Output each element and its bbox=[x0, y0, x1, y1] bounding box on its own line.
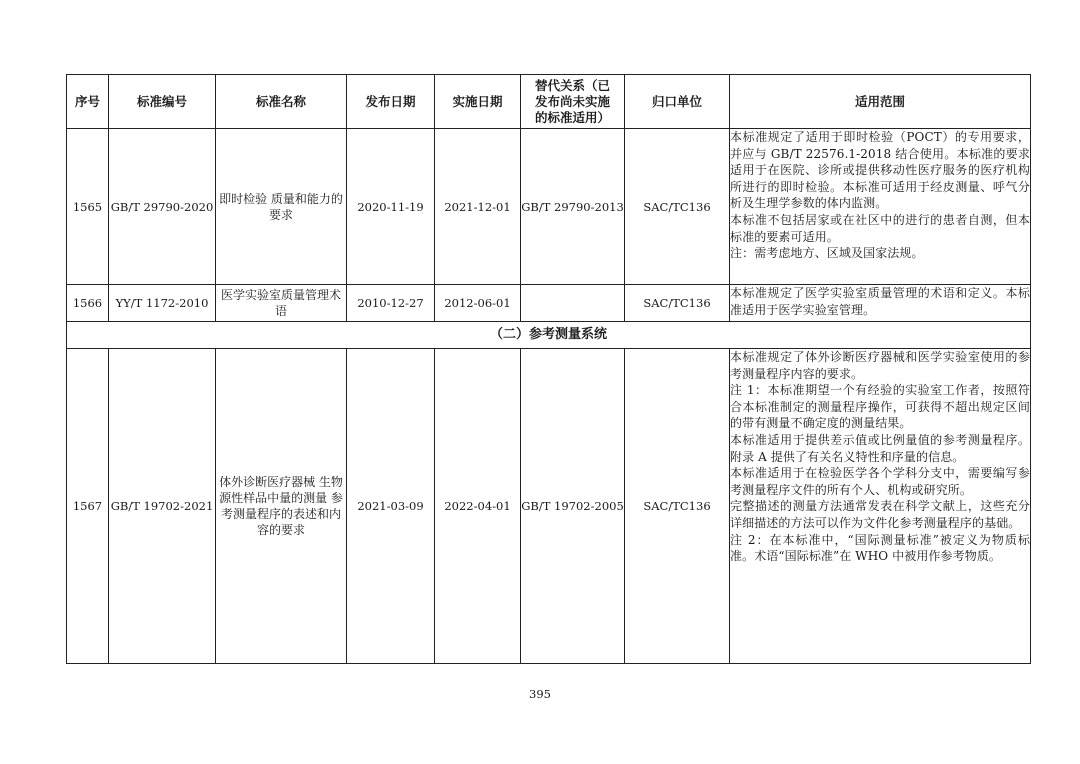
scope-cell bbox=[730, 129, 1031, 285]
scope-paragraph: 本标准规定了体外诊断医疗器械和医学实验室使用的参考测量程序内容的要求。 bbox=[730, 350, 1030, 381]
name-cell: 即时检验 质量和能力的要求 bbox=[216, 129, 347, 285]
implement-date-cell: 2022-04-01 bbox=[435, 349, 521, 664]
header-name: 标准名称 bbox=[216, 75, 347, 129]
code-cell: GB/T 19702-2021 bbox=[109, 349, 216, 664]
seq-cell: 1566 bbox=[67, 285, 109, 322]
section-row bbox=[67, 322, 1031, 349]
seq-cell: 1567 bbox=[67, 349, 109, 664]
table-row bbox=[67, 349, 1031, 664]
publish-date-cell: 2010-12-27 bbox=[347, 285, 435, 322]
scope-paragraph: 本标准规定了医学实验室质量管理的术语和定义。本标准适用于医学实验室管理。 bbox=[730, 286, 1030, 317]
name-cell: 体外诊断医疗器械 生物源性样品中量的测量 参考测量程序的表述和内容的要求 bbox=[216, 349, 347, 664]
table-row bbox=[67, 285, 1031, 322]
publish-date-cell: 2021-03-09 bbox=[347, 349, 435, 664]
header-org: 归口单位 bbox=[625, 75, 730, 129]
implement-date-cell: 2021-12-01 bbox=[435, 129, 521, 285]
header-implement-date: 实施日期 bbox=[435, 75, 521, 129]
seq-cell: 1565 bbox=[67, 129, 109, 285]
scope-paragraph: 本标准适用于提供差示值或比例量值的参考测量程序。附录 A 提供了有关名义特性和序量的信息。 bbox=[730, 432, 1030, 464]
code-cell: GB/T 29790-2020 bbox=[109, 129, 216, 285]
org-cell: SAC/TC136 bbox=[625, 349, 730, 664]
replace-cell: GB/T 29790-2013 bbox=[521, 129, 625, 285]
scope-note: 注：需考虑地方、区域及国家法规。 bbox=[730, 246, 924, 261]
header-code: 标准编号 bbox=[109, 75, 216, 129]
replace-cell: GB/T 19702-2005 bbox=[521, 349, 625, 664]
scope-note: 注 1：本标准期望一个有经验的实验室工作者，按照符合本标准制定的测量程序操作，可获得不超出规定区间的带有测量不确定度的测量结果。 bbox=[730, 383, 1030, 431]
header-publish-date: 发布日期 bbox=[347, 75, 435, 129]
org-cell: SAC/TC136 bbox=[625, 285, 730, 322]
scope-paragraph: 本标准规定了适用于即时检验（POCT）的专用要求，并应与 GB/T 22576.1-2018 结合使用。本标准的要求适用于在医院、诊所或提供移动性医疗服务的医疗机构所进行的即时检验。本标准可适用于经皮测量、呼气分析及生理学参数的体内监测。 bbox=[730, 130, 1030, 211]
code-cell: YY/T 1172-2010 bbox=[109, 285, 216, 322]
header-row bbox=[67, 75, 1031, 129]
table-row bbox=[67, 129, 1031, 285]
header-seq: 序号 bbox=[67, 75, 109, 129]
scope-paragraph: 完整描述的测量方法通常发表在科学文献上，这些充分详细描述的方法可以作为文件化参考测量程序的基础。 bbox=[730, 499, 1030, 530]
replace-cell bbox=[521, 285, 625, 322]
header-replace: 替代关系（已发布尚未实施的标准适用） bbox=[521, 75, 625, 129]
standards-table bbox=[66, 74, 1031, 664]
header-scope: 适用范围 bbox=[730, 75, 1031, 129]
page-number: 395 bbox=[529, 687, 551, 701]
org-cell: SAC/TC136 bbox=[625, 129, 730, 285]
name-cell: 医学实验室质量管理术语 bbox=[216, 285, 347, 322]
scope-cell bbox=[730, 285, 1031, 322]
scope-paragraph: 本标准适用于在检验医学各个学科分支中，需要编写参考测量程序文件的所有个人、机构或研究所。 bbox=[730, 466, 1030, 497]
scope-note: 注 2：在本标准中，“国际测量标准”被定义为物质标准。术语“国际标准”在 WHO 中被用作参考物质。 bbox=[730, 532, 1030, 564]
scope-cell bbox=[730, 349, 1031, 664]
publish-date-cell: 2020-11-19 bbox=[347, 129, 435, 285]
scope-paragraph: 本标准不包括居家或在社区中的进行的患者自测，但本标准的要素可适用。 bbox=[730, 212, 1030, 244]
section-title: （二）参考测量系统 bbox=[67, 322, 1031, 349]
implement-date-cell: 2012-06-01 bbox=[435, 285, 521, 322]
